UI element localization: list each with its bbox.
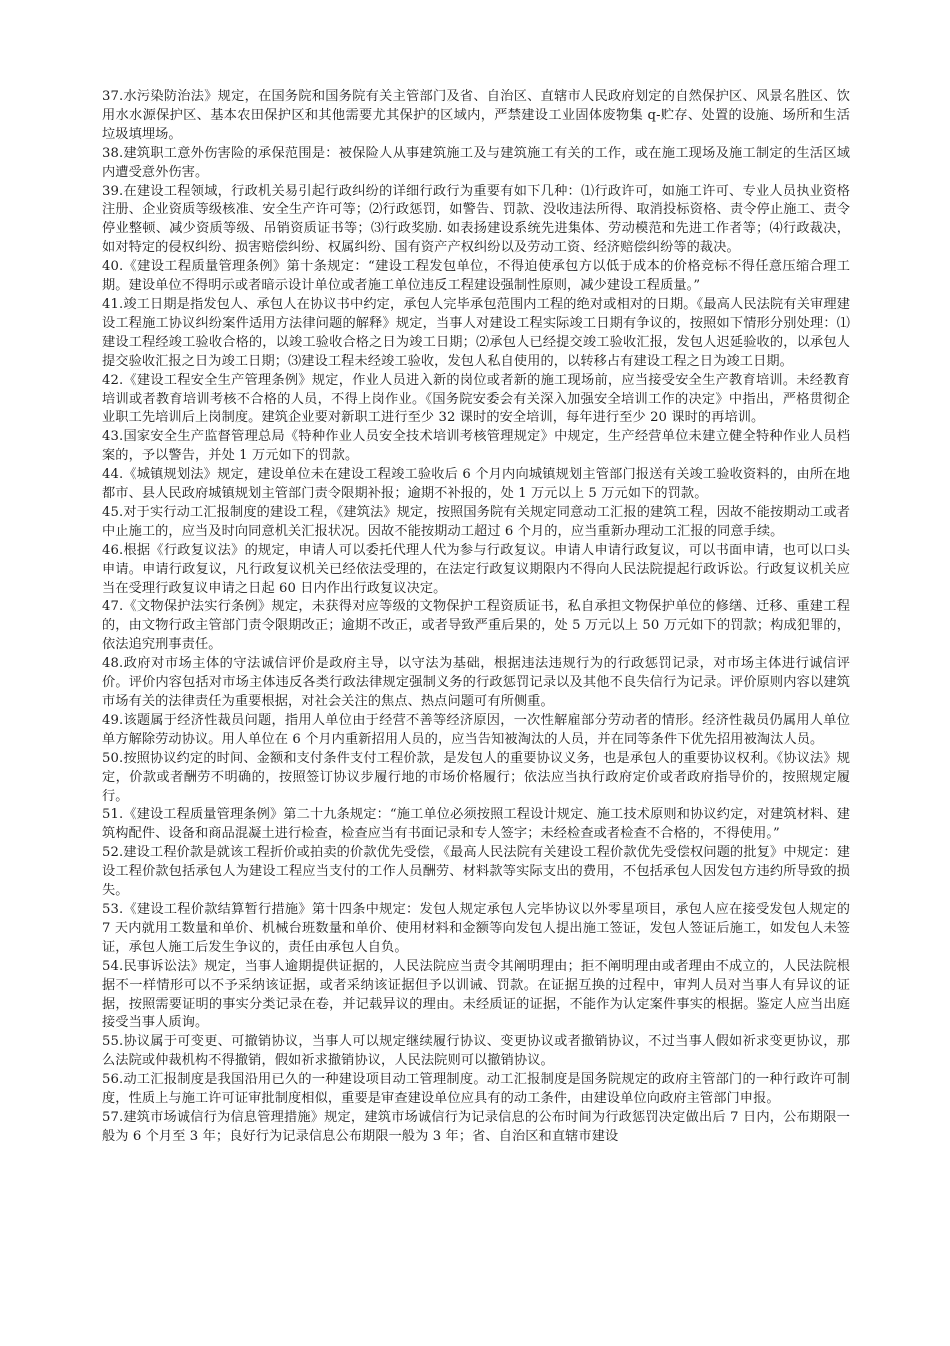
paragraph-38: 38.建筑职工意外伤害险的承保范围是：被保险人从事建筑施工及与建筑施工有关的工作，或在施工现场及施工制定的生活区域内遭受意外伤害。 [102, 145, 850, 180]
paragraph-44: 44.《城镇规划法》规定，建设单位未在建设工程竣工验收后 6 个月内向城镇规划主管部门报送有关竣工验收资料的，由所在地都市、县人民政府城镇规划主管部门责令限期补报；逾期不补报的，处 1 万元以上 5 万元如下的罚款。 [102, 467, 850, 502]
paragraph-52: 52.建设工程价款是就该工程折价或拍卖的价款优先受偿，《最高人民法院有关建设工程价款优先受偿权问题的批复》中规定：建设工程价款包括承包人为建设工程应当支付的工作人员酬劳、材料款等实际支出的费用，不包括承包人因发包方违约所导致的损失。 [102, 845, 850, 899]
paragraph-55: 55.协议属于可变更、可撤销协议，当事人可以规定继续履行协议、变更协议或者撤销协议，不过当事人假如祈求变更协议，那么法院或仲裁机构不得撤销，假如祈求撤销协议，人民法院则可以撤销协议。 [102, 1034, 850, 1069]
paragraph-47: 47.《文物保护法实行条例》规定，未获得对应等级的文物保护工程资质证书，私自承担文物保护单位的修缮、迁移、重建工程的，由文物行政主管部门责令限期改正；逾期不改正，或者导致严重后果的，处 5 万元以上 50 万元如下的罚款；构成犯罪的，依法追究刑事责任。 [102, 599, 850, 653]
paragraph-46: 46.根据《行政复议法》的规定，申请人可以委托代理人代为参与行政复议。申请人申请行政复议，可以书面申请，也可以口头申请。申请行政复议，凡行政复议机关已经依法受理的，在法定行政复议期限内不得向人民法院提起行政诉讼。行政复议机关应当在受理行政复议申请之日起 60 日内作出行政复议决定。 [102, 542, 850, 596]
paragraph-50: 50.按照协议约定的时间、金额和支付条件支付工程价款，是发包人的重要协议义务，也是承包人的重要协议权利。《协议法》规定，价款或者酬劳不明确的，按照签订协议步履行地的市场价格履行；依法应当执行政府定价或者政府指导价的，按照规定履行。 [102, 750, 850, 804]
paragraph-53: 53.《建设工程价款结算暂行措施》第十四条中规定：发包人规定承包人完毕协议以外零星项目，承包人应在接受发包人规定的 7 天内就用工数量和单价、机械台班数量和单价、使用材料和金额等向发包人提出施工签证，发包人签证后施工，如发包人未签证，承包人施工后发生争议的，责任由承包人自负。 [102, 901, 850, 955]
paragraph-42: 42.《建设工程安全生产管理条例》规定，作业人员进入新的岗位或者新的施工现场前，应当接受安全生产教育培训。未经教育培训或者教育培训考核不合格的人员，不得上岗作业。《国务院安委会有关深入加强安全培训工作的决定》中指出，严格贯彻企业职工先培训后上岗制度。建筑企业要对新职工进行至少 32 课时的安全培训，每年进行至少 20 课时的再培训。 [102, 372, 850, 426]
paragraph-49: 49.该题属于经济性裁员问题，指用人单位由于经营不善等经济原因，一次性解雇部分劳动者的情形。经济性裁员仍属用人单位单方解除劳动协议。用人单位在 6 个月内重新招用人员的，应当告知被淘汰的人员，并在同等条件下优先招用被淘汰人员。 [102, 712, 850, 747]
paragraph-56: 56.动工汇报制度是我国沿用已久的一种建设项目动工管理制度。动工汇报制度是国务院规定的政府主管部门的一种行政许可制度，性质上与施工许可证审批制度相似，重要是审查建设单位应具有的动工条件，由建设单位向政府主管部门申报。 [102, 1072, 850, 1107]
paragraph-48: 48.政府对市场主体的守法诚信评价是政府主导，以守法为基础，根据违法违规行为的行政惩罚记录，对市场主体进行诚信评价。评价内容包括对市场主体违反各类行政法律规定强制义务的行政惩罚记录以及其他不良失信行为记录。评价原则内容以建筑市场有关的法律责任为重要根据，对社会关注的焦点、热点问题可有所侧重。 [102, 656, 850, 709]
paragraph-57: 57.建筑市场诚信行为信息管理措施》规定，建筑市场诚信行为记录信息的公布时间为行政惩罚决定做出后 7 日内，公布期限一般为 6 个月至 3 年；良好行为记录信息公布期限一般为 3 年；省、自治区和直辖市建设 [102, 1109, 850, 1144]
paragraph-51: 51.《建设工程质量管理条例》第二十九条规定：“施工单位必须按照工程设计规定、施工技术原则和协议约定，对建筑材料、建筑构配件、设备和商品混凝土进行检查，检查应当有书面记录和专人签字；未经检查或者检查不合格的，不得使用。” [102, 807, 850, 842]
paragraph-54: 54.民事诉讼法》规定，当事人逾期提供证据的，人民法院应当责令其阐明理由；拒不阐明理由或者理由不成立的，人民法院根据不一样情形可以不予采纳该证据，或者采纳该证据但予以训诫、罚款。在证据互换的过程中，审判人员对当事人有异议的证据，按照需要证明的事实分类记录在卷，并记载异议的理由。未经质证的证据，不能作为认定案件事实的根据。鉴定人应当出庭接受当事人质询。 [102, 958, 850, 1031]
paragraph-45: 45.对于实行动工汇报制度的建设工程，《建筑法》规定，按照国务院有关规定同意动工汇报的建筑工程，因故不能按期动工或者中止施工的，应当及时向同意机关汇报状况。因故不能按期动工超过 6 个月的，应当重新办理动工汇报的同意手续。 [102, 504, 850, 539]
paragraph-39: 39.在建设工程领域，行政机关易引起行政纠纷的详细行政行为重要有如下几种：⑴行政许可，如施工许可、专业人员执业资格注册、企业资质等级核准、安全生产许可等；⑵行政惩罚，如警告、罚款、没收违法所得、取消投标资格、责令停止施工、责令停业整顿、减少资质等级、吊销资质证书等；⑶行政奖励. 如表扬建设系统先进集体、劳动模范和先进工作者等；⑷行政裁决，如对特定的侵权纠纷、损害赔偿纠纷、权属纠纷、国有资产产权纠纷以及劳动工资、经济赔偿纠纷等的裁决。 [102, 183, 850, 256]
paragraph-40: 40.《建设工程质量管理条例》第十条规定：“建设工程发包单位，不得迫使承包方以低于成本的价格竞标不得任意压缩合理工期。建设单位不得明示或者暗示设计单位或者施工单位违反工程建设强制性原则，减少建设工程质量。” [102, 259, 850, 294]
paragraph-41: 41.竣工日期是指发包人、承包人在协议书中约定，承包人完毕承包范围内工程的绝对或相对的日期。《最高人民法院有关审理建设工程施工协议纠纷案件适用方法律问题的解释》规定，当事人对建设工程实际竣工日期有争议的，按照如下情形分别处理：⑴建设工程经竣工验收合格的，以竣工验收合格之日为竣工日期；⑵承包人已经提交竣工验收汇报，发包人迟延验收的，以承包人提交验收汇报之日为竣工日期；⑶建设工程未经竣工验收，发包人私自使用的，以转移占有建设工程之日为竣工日期。 [102, 296, 850, 369]
document-page [102, 88, 850, 1147]
paragraph-37: 37.水污染防治法》规定，在国务院和国务院有关主管部门及省、自治区、直辖市人民政府划定的自然保护区、风景名胜区、饮用水水源保护区、基本农田保护区和其他需要尤其保护的区域内，严禁建设工业固体废物集 q-贮存、处置的设施、场所和生活垃圾填埋场。 [102, 89, 850, 142]
paragraph-43: 43.国家安全生产监督管理总局《特种作业人员安全技术培训考核管理规定》中规定，生产经营单位未建立健全特种作业人员档案的，予以警告，并处 1 万元如下的罚款。 [102, 429, 850, 464]
